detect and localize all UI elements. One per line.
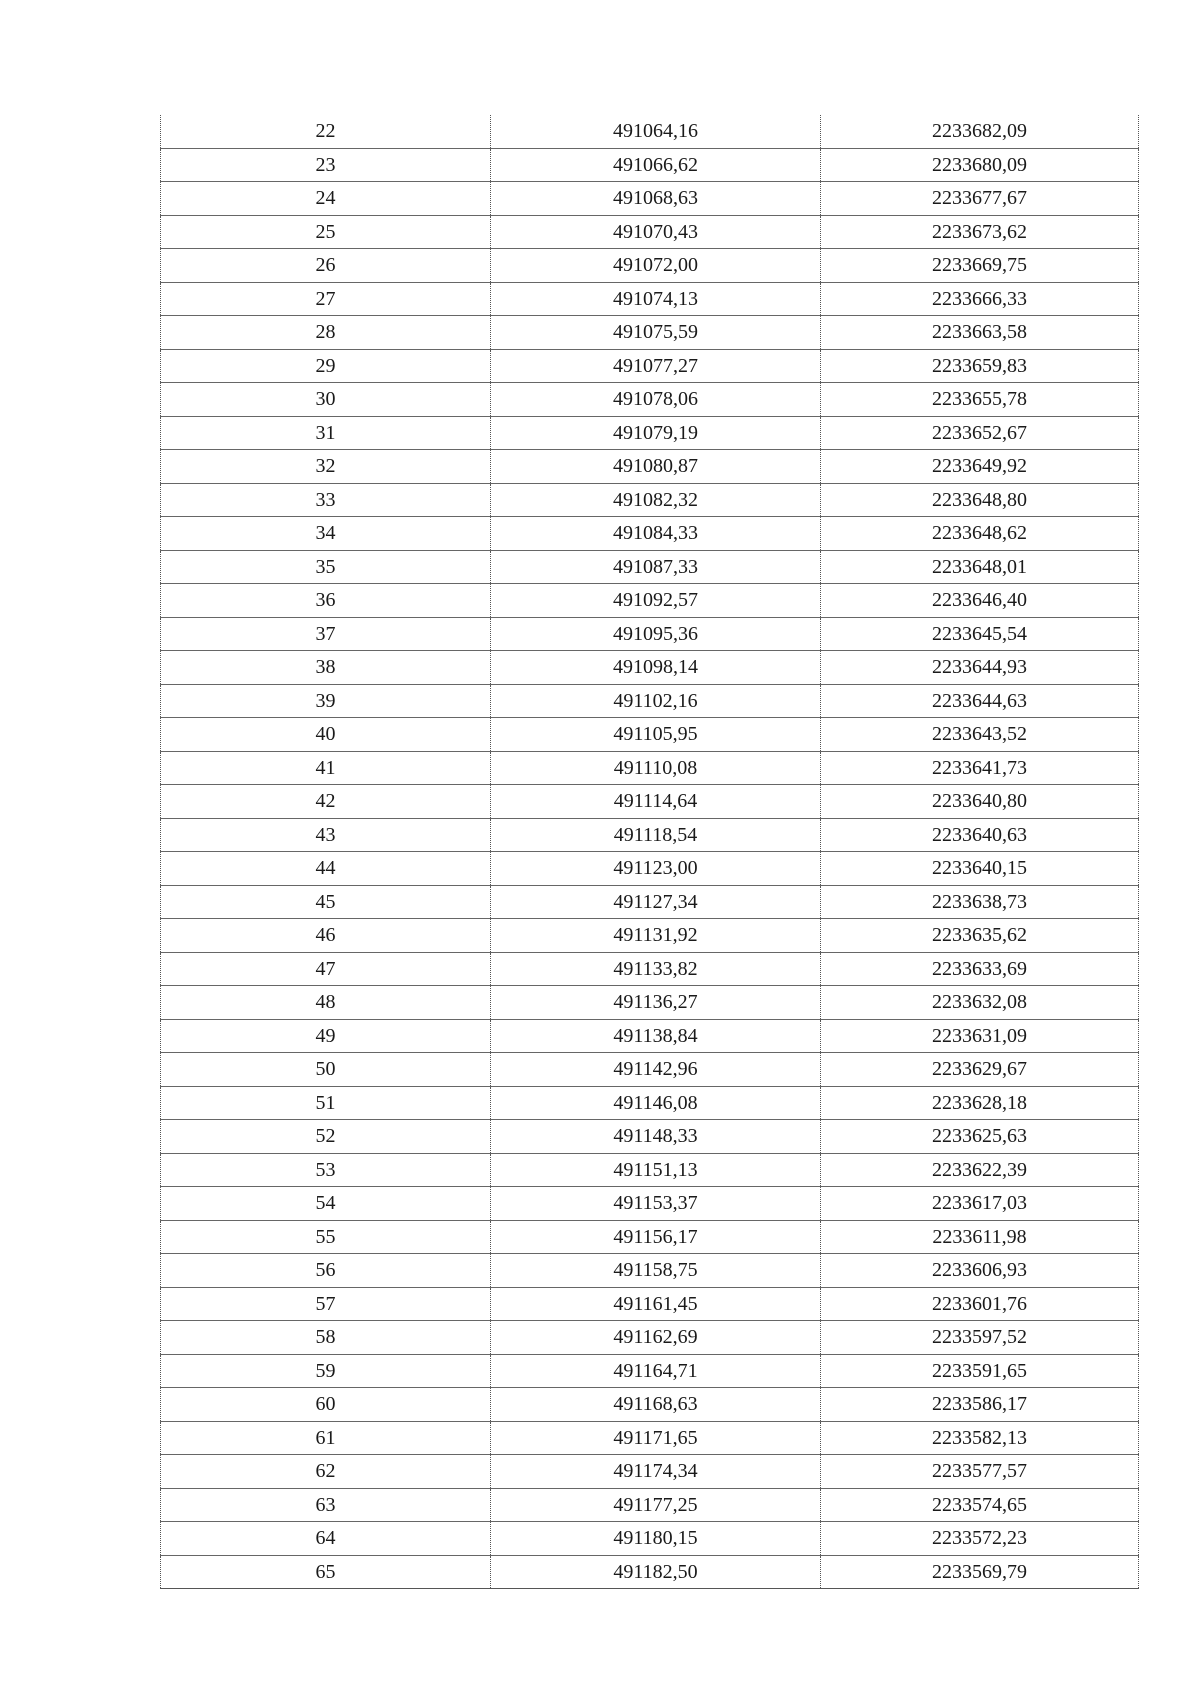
point-number-cell: 61 <box>161 1421 491 1455</box>
x-coordinate-cell: 491148,33 <box>491 1120 821 1154</box>
x-coordinate-cell: 491080,87 <box>491 450 821 484</box>
y-coordinate-cell: 2233640,15 <box>821 852 1139 886</box>
point-number-cell: 65 <box>161 1555 491 1589</box>
y-coordinate-cell: 2233652,67 <box>821 416 1139 450</box>
table-row <box>161 550 1139 584</box>
y-coordinate-cell: 2233655,78 <box>821 383 1139 417</box>
x-coordinate-cell: 491133,82 <box>491 952 821 986</box>
table-row <box>161 115 1139 148</box>
table-row <box>161 1187 1139 1221</box>
y-coordinate-cell: 2233646,40 <box>821 584 1139 618</box>
table-row <box>161 1254 1139 1288</box>
x-coordinate-cell: 491082,32 <box>491 483 821 517</box>
y-coordinate-cell: 2233606,93 <box>821 1254 1139 1288</box>
table-row <box>161 751 1139 785</box>
y-coordinate-cell: 2233572,23 <box>821 1522 1139 1556</box>
y-coordinate-cell: 2233641,73 <box>821 751 1139 785</box>
table-row <box>161 1421 1139 1455</box>
point-number-cell: 27 <box>161 282 491 316</box>
y-coordinate-cell: 2233577,57 <box>821 1455 1139 1489</box>
y-coordinate-cell: 2233659,83 <box>821 349 1139 383</box>
table-row <box>161 1488 1139 1522</box>
y-coordinate-cell: 2233640,80 <box>821 785 1139 819</box>
table-row <box>161 919 1139 953</box>
x-coordinate-cell: 491127,34 <box>491 885 821 919</box>
point-number-cell: 56 <box>161 1254 491 1288</box>
point-number-cell: 26 <box>161 249 491 283</box>
x-coordinate-cell: 491084,33 <box>491 517 821 551</box>
table-row <box>161 952 1139 986</box>
y-coordinate-cell: 2233680,09 <box>821 148 1139 182</box>
x-coordinate-cell: 491168,63 <box>491 1388 821 1422</box>
x-coordinate-cell: 491075,59 <box>491 316 821 350</box>
x-coordinate-cell: 491102,16 <box>491 684 821 718</box>
y-coordinate-cell: 2233643,52 <box>821 718 1139 752</box>
point-number-cell: 38 <box>161 651 491 685</box>
point-number-cell: 36 <box>161 584 491 618</box>
point-number-cell: 49 <box>161 1019 491 1053</box>
y-coordinate-cell: 2233649,92 <box>821 450 1139 484</box>
point-number-cell: 57 <box>161 1287 491 1321</box>
point-number-cell: 44 <box>161 852 491 886</box>
y-coordinate-cell: 2233629,67 <box>821 1053 1139 1087</box>
x-coordinate-cell: 491138,84 <box>491 1019 821 1053</box>
table-row <box>161 148 1139 182</box>
x-coordinate-cell: 491174,34 <box>491 1455 821 1489</box>
point-number-cell: 52 <box>161 1120 491 1154</box>
x-coordinate-cell: 491092,57 <box>491 584 821 618</box>
x-coordinate-cell: 491136,27 <box>491 986 821 1020</box>
x-coordinate-cell: 491072,00 <box>491 249 821 283</box>
x-coordinate-cell: 491164,71 <box>491 1354 821 1388</box>
table-row <box>161 1354 1139 1388</box>
point-number-cell: 22 <box>161 115 491 148</box>
table-row <box>161 450 1139 484</box>
x-coordinate-cell: 491068,63 <box>491 182 821 216</box>
table-row <box>161 584 1139 618</box>
point-number-cell: 60 <box>161 1388 491 1422</box>
table-row <box>161 651 1139 685</box>
y-coordinate-cell: 2233645,54 <box>821 617 1139 651</box>
point-number-cell: 58 <box>161 1321 491 1355</box>
point-number-cell: 28 <box>161 316 491 350</box>
point-number-cell: 32 <box>161 450 491 484</box>
y-coordinate-cell: 2233631,09 <box>821 1019 1139 1053</box>
y-coordinate-cell: 2233633,69 <box>821 952 1139 986</box>
point-number-cell: 64 <box>161 1522 491 1556</box>
x-coordinate-cell: 491182,50 <box>491 1555 821 1589</box>
x-coordinate-cell: 491123,00 <box>491 852 821 886</box>
y-coordinate-cell: 2233648,62 <box>821 517 1139 551</box>
y-coordinate-cell: 2233638,73 <box>821 885 1139 919</box>
table-row <box>161 1388 1139 1422</box>
x-coordinate-cell: 491177,25 <box>491 1488 821 1522</box>
table-row <box>161 818 1139 852</box>
y-coordinate-cell: 2233611,98 <box>821 1220 1139 1254</box>
table-row <box>161 483 1139 517</box>
y-coordinate-cell: 2233569,79 <box>821 1555 1139 1589</box>
point-number-cell: 29 <box>161 349 491 383</box>
x-coordinate-cell: 491074,13 <box>491 282 821 316</box>
y-coordinate-cell: 2233582,13 <box>821 1421 1139 1455</box>
point-number-cell: 53 <box>161 1153 491 1187</box>
x-coordinate-cell: 491078,06 <box>491 383 821 417</box>
y-coordinate-cell: 2233635,62 <box>821 919 1139 953</box>
coordinates-table <box>160 115 1139 1589</box>
table-row <box>161 316 1139 350</box>
y-coordinate-cell: 2233601,76 <box>821 1287 1139 1321</box>
point-number-cell: 42 <box>161 785 491 819</box>
y-coordinate-cell: 2233625,63 <box>821 1120 1139 1154</box>
table-row <box>161 684 1139 718</box>
table-row <box>161 517 1139 551</box>
table-row <box>161 852 1139 886</box>
x-coordinate-cell: 491095,36 <box>491 617 821 651</box>
y-coordinate-cell: 2233591,65 <box>821 1354 1139 1388</box>
y-coordinate-cell: 2233640,63 <box>821 818 1139 852</box>
x-coordinate-cell: 491118,54 <box>491 818 821 852</box>
point-number-cell: 48 <box>161 986 491 1020</box>
point-number-cell: 25 <box>161 215 491 249</box>
point-number-cell: 55 <box>161 1220 491 1254</box>
table-row <box>161 1220 1139 1254</box>
y-coordinate-cell: 2233666,33 <box>821 282 1139 316</box>
point-number-cell: 31 <box>161 416 491 450</box>
x-coordinate-cell: 491156,17 <box>491 1220 821 1254</box>
x-coordinate-cell: 491153,37 <box>491 1187 821 1221</box>
y-coordinate-cell: 2233669,75 <box>821 249 1139 283</box>
point-number-cell: 39 <box>161 684 491 718</box>
point-number-cell: 50 <box>161 1053 491 1087</box>
point-number-cell: 54 <box>161 1187 491 1221</box>
point-number-cell: 33 <box>161 483 491 517</box>
table-row <box>161 182 1139 216</box>
x-coordinate-cell: 491077,27 <box>491 349 821 383</box>
point-number-cell: 51 <box>161 1086 491 1120</box>
table-row <box>161 718 1139 752</box>
y-coordinate-cell: 2233622,39 <box>821 1153 1139 1187</box>
x-coordinate-cell: 491158,75 <box>491 1254 821 1288</box>
point-number-cell: 37 <box>161 617 491 651</box>
point-number-cell: 62 <box>161 1455 491 1489</box>
x-coordinate-cell: 491087,33 <box>491 550 821 584</box>
x-coordinate-cell: 491162,69 <box>491 1321 821 1355</box>
y-coordinate-cell: 2233586,17 <box>821 1388 1139 1422</box>
point-number-cell: 35 <box>161 550 491 584</box>
y-coordinate-cell: 2233644,63 <box>821 684 1139 718</box>
x-coordinate-cell: 491151,13 <box>491 1153 821 1187</box>
x-coordinate-cell: 491142,96 <box>491 1053 821 1087</box>
y-coordinate-cell: 2233648,80 <box>821 483 1139 517</box>
table-row <box>161 1086 1139 1120</box>
y-coordinate-cell: 2233682,09 <box>821 115 1139 148</box>
x-coordinate-cell: 491064,16 <box>491 115 821 148</box>
table-row <box>161 282 1139 316</box>
y-coordinate-cell: 2233597,52 <box>821 1321 1139 1355</box>
table-row <box>161 1455 1139 1489</box>
table-row <box>161 885 1139 919</box>
table-row <box>161 785 1139 819</box>
x-coordinate-cell: 491131,92 <box>491 919 821 953</box>
x-coordinate-cell: 491098,14 <box>491 651 821 685</box>
point-number-cell: 43 <box>161 818 491 852</box>
coordinates-table-body <box>161 115 1139 1589</box>
y-coordinate-cell: 2233648,01 <box>821 550 1139 584</box>
table-row <box>161 1287 1139 1321</box>
point-number-cell: 24 <box>161 182 491 216</box>
x-coordinate-cell: 491161,45 <box>491 1287 821 1321</box>
point-number-cell: 30 <box>161 383 491 417</box>
table-row <box>161 1019 1139 1053</box>
table-row <box>161 1120 1139 1154</box>
y-coordinate-cell: 2233628,18 <box>821 1086 1139 1120</box>
table-row <box>161 1321 1139 1355</box>
table-row <box>161 383 1139 417</box>
x-coordinate-cell: 491180,15 <box>491 1522 821 1556</box>
table-row <box>161 249 1139 283</box>
x-coordinate-cell: 491110,08 <box>491 751 821 785</box>
x-coordinate-cell: 491146,08 <box>491 1086 821 1120</box>
point-number-cell: 46 <box>161 919 491 953</box>
y-coordinate-cell: 2233632,08 <box>821 986 1139 1020</box>
x-coordinate-cell: 491114,64 <box>491 785 821 819</box>
y-coordinate-cell: 2233663,58 <box>821 316 1139 350</box>
point-number-cell: 59 <box>161 1354 491 1388</box>
y-coordinate-cell: 2233673,62 <box>821 215 1139 249</box>
table-row <box>161 215 1139 249</box>
table-row <box>161 1153 1139 1187</box>
y-coordinate-cell: 2233677,67 <box>821 182 1139 216</box>
table-row <box>161 1522 1139 1556</box>
table-row <box>161 1053 1139 1087</box>
table-row <box>161 416 1139 450</box>
y-coordinate-cell: 2233644,93 <box>821 651 1139 685</box>
x-coordinate-cell: 491066,62 <box>491 148 821 182</box>
point-number-cell: 41 <box>161 751 491 785</box>
table-row <box>161 617 1139 651</box>
point-number-cell: 40 <box>161 718 491 752</box>
point-number-cell: 34 <box>161 517 491 551</box>
point-number-cell: 47 <box>161 952 491 986</box>
point-number-cell: 63 <box>161 1488 491 1522</box>
point-number-cell: 23 <box>161 148 491 182</box>
x-coordinate-cell: 491070,43 <box>491 215 821 249</box>
y-coordinate-cell: 2233617,03 <box>821 1187 1139 1221</box>
table-row <box>161 986 1139 1020</box>
table-row <box>161 349 1139 383</box>
table-row <box>161 1555 1139 1589</box>
y-coordinate-cell: 2233574,65 <box>821 1488 1139 1522</box>
x-coordinate-cell: 491171,65 <box>491 1421 821 1455</box>
point-number-cell: 45 <box>161 885 491 919</box>
x-coordinate-cell: 491105,95 <box>491 718 821 752</box>
x-coordinate-cell: 491079,19 <box>491 416 821 450</box>
